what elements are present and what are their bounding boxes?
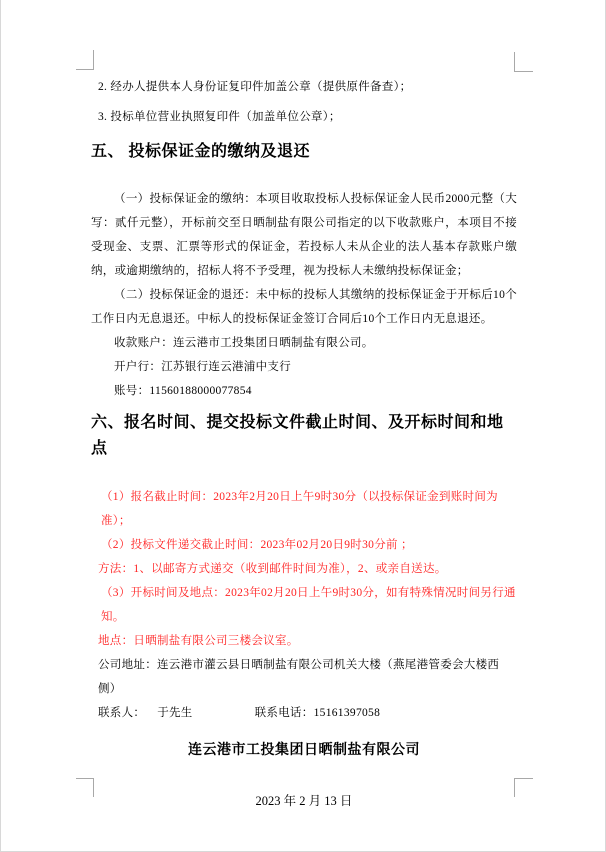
bid-opening-location-line: 地点：日晒制盐有限公司三楼会议室。 xyxy=(98,635,299,647)
beneficiary-account-name: 收款账户：连云港市工投集团日晒制盐有限公司。 xyxy=(114,337,374,349)
deposit-refund-paragraph: （二）投标保证金的退还：未中标的投标人其缴纳的投标保证金于开标后10个工作日内无息退还。中标人的投标保证金签订合同后10个工作日内无息退还。 xyxy=(91,289,517,325)
prelim-item-3: 3. 投标单位营业执照复印件（加盖单位公章）； xyxy=(98,111,341,123)
margin-crop-mark-top-left xyxy=(76,50,94,70)
section-5-heading: 五、 投标保证金的缴纳及退还 xyxy=(91,143,311,160)
bank-branch: 开户行：江苏银行连云港浦中支行 xyxy=(114,361,291,373)
document-body xyxy=(91,75,517,826)
deposit-payment-paragraph: （一）投标保证金的缴纳：本项目收取投标人投标保证金人民币2000元整（大写：贰仟元整），开标前交至日晒制盐有限公司指定的以下收款账户，本项目不接受现金、支票、汇票等形式的保证金，若投标人未从企业的法人基本存款账户缴纳，或逾期缴纳的，招标人将不予受理，视为投标人未缴纳投标保证金； xyxy=(91,193,517,277)
company-address-line: 公司地址：连云港市灌云县日晒制盐有限公司机关大楼（燕尾港管委会大楼西侧） xyxy=(98,659,500,695)
registration-deadline-line: （1）报名截止时间：2023年2月20日上午9时30分（以投标保证金到账时间为准）； xyxy=(101,491,498,527)
margin-crop-mark-top-right xyxy=(514,52,533,72)
account-number: 账号：11560188000077854 xyxy=(114,385,252,397)
signature-date: 2023 年 2 月 13 日 xyxy=(255,794,353,808)
contact-person-label: 联系人： xyxy=(98,707,146,719)
contact-line xyxy=(98,701,517,725)
contact-phone-number: 15161397058 xyxy=(313,707,381,719)
signature-company-name: 连云港市工投集团日晒制盐有限公司 xyxy=(188,743,420,758)
bid-opening-time-line: （3）开标时间及地点：2023年02月20日上午9时30分，如有特殊情况时间另行通知。 xyxy=(101,587,516,623)
contact-person-name: 于先生 xyxy=(157,707,193,719)
bid-submission-deadline-line: （2）投标文件递交截止时间：2023年02月20日9时30分前 ； xyxy=(101,539,413,551)
prelim-item-2: 2. 经办人提供本人身份证复印件加盖公章（提供原件备查）； xyxy=(98,81,412,93)
section-6-heading: 六、报名时间、提交投标文件截止时间、及开标时间和地点 xyxy=(91,414,504,457)
contact-phone-label: 联系电话： xyxy=(254,707,314,719)
submission-method-line: 方法：1、以邮寄方式递交（收到邮件时间为准），2、或亲自送达。 xyxy=(98,563,447,575)
